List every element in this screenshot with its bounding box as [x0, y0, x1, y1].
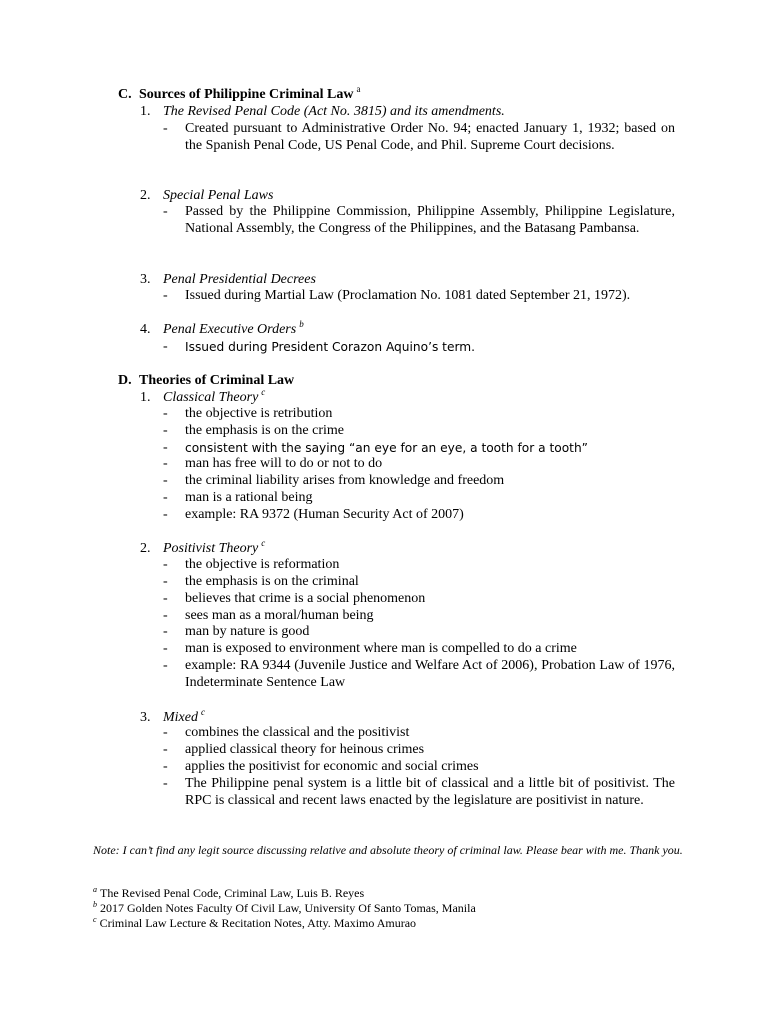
- item-heading: 3. Penal Presidential Decrees: [140, 272, 316, 287]
- section-heading-d: D. Theories of Criminal Law: [118, 373, 295, 388]
- bullet-item: - man is exposed to environment where man is compelled to do a crime: [163, 641, 577, 656]
- footnote: $^a$ The Revised Penal Code, Criminal Law, Luis B. Reyes: [93, 885, 365, 900]
- bullet-item: - Issued during President Corazon Aquino’s term.: [163, 339, 476, 354]
- footnote-ref: a: [356, 84, 361, 95]
- item-heading: 3. Mixed $^c$: [140, 707, 205, 725]
- footnote: $^c$ Criminal Law Lecture & Recitation Notes, Atty. Maximo Amurao: [93, 915, 417, 930]
- bullet-item: - the objective is retribution: [163, 406, 333, 421]
- item-heading: 1. The Revised Penal Code (Act No. 3815) and its amendments.: [140, 104, 505, 119]
- item-heading: 2. Positivist Theory $^c$: [140, 538, 266, 556]
- bullet-item: - example: RA 9372 (Human Security Act of 2007): [163, 507, 464, 522]
- bullet-item: - combines the classical and the positivist: [163, 725, 410, 740]
- footnote-ref: c: [200, 707, 205, 718]
- bullet-item: - the emphasis is on the crime: [163, 423, 345, 438]
- footnote: $^b$ 2017 Golden Notes Faculty Of Civil Law, University Of Santo Tomas, Manila: [93, 900, 476, 915]
- bullet-item: - man has free will to do or not to do: [163, 456, 383, 471]
- bullet-item: - the criminal liability arises from knowledge and freedom: [163, 473, 505, 488]
- bullet-item: - Issued during Martial Law (Proclamation No. 1081 dated September 21, 1972).: [163, 288, 631, 303]
- bullet-item: - Passed by the Philippine Commission, Philippine Assembly, Philippine Legislature, National Assembly, the Congress of the Philippines, and the Batasang Pambansa.: [163, 204, 675, 236]
- bullet-item: - the emphasis is on the criminal: [163, 574, 359, 589]
- author-note: Note: I can’t find any legit source discussing relative and absolute theory of criminal law. Please bear with me. Thank you.: [93, 843, 683, 857]
- bullet-item: - man is a rational being: [163, 490, 313, 505]
- section-title: Sources of Philippine Criminal Law: [139, 87, 354, 102]
- bullet-item: - The Philippine penal system is a little bit of classical and a little bit of positivist. The RPC is classical and recent laws enacted by the legislature are positivist in nature.: [163, 776, 675, 808]
- footnote-ref: b: [299, 319, 304, 330]
- bullet-item: - sees man as a moral/human being: [163, 608, 374, 623]
- footnote-ref: c: [261, 387, 266, 398]
- section-title: Theories of Criminal Law: [139, 373, 295, 388]
- item-heading: 4. Penal Executive Orders $^b$: [140, 319, 304, 337]
- bullet-item: - applies the positivist for economic and social crimes: [163, 759, 479, 774]
- bullet-item: - applied classical theory for heinous crimes: [163, 742, 425, 757]
- bullet-item: - man by nature is good: [163, 624, 310, 639]
- bullet-item: - Created pursuant to Administrative Order No. 94; enacted January 1, 1932; based on the Spanish Penal Code, US Penal Code, and Phil. Supreme Court decisions.: [163, 121, 675, 153]
- bullet-item: - the objective is reformation: [163, 557, 340, 572]
- item-heading: 1. Classical Theory $^c$: [140, 387, 266, 405]
- bullet-item: - consistent with the saying “an eye for an eye, a tooth for a tooth”: [163, 440, 588, 455]
- bullet-item: - example: RA 9344 (Juvenile Justice and Welfare Act of 2006), Probation Law of 1976, Indeterminate Sentence Law: [163, 658, 675, 690]
- section-heading-c: C. Sources of Philippine Criminal Law $^a$: [118, 84, 361, 102]
- item-heading: 2. Special Penal Laws: [140, 188, 274, 203]
- footnote-ref: c: [261, 538, 266, 549]
- bullet-item: - believes that crime is a social phenomenon: [163, 591, 426, 606]
